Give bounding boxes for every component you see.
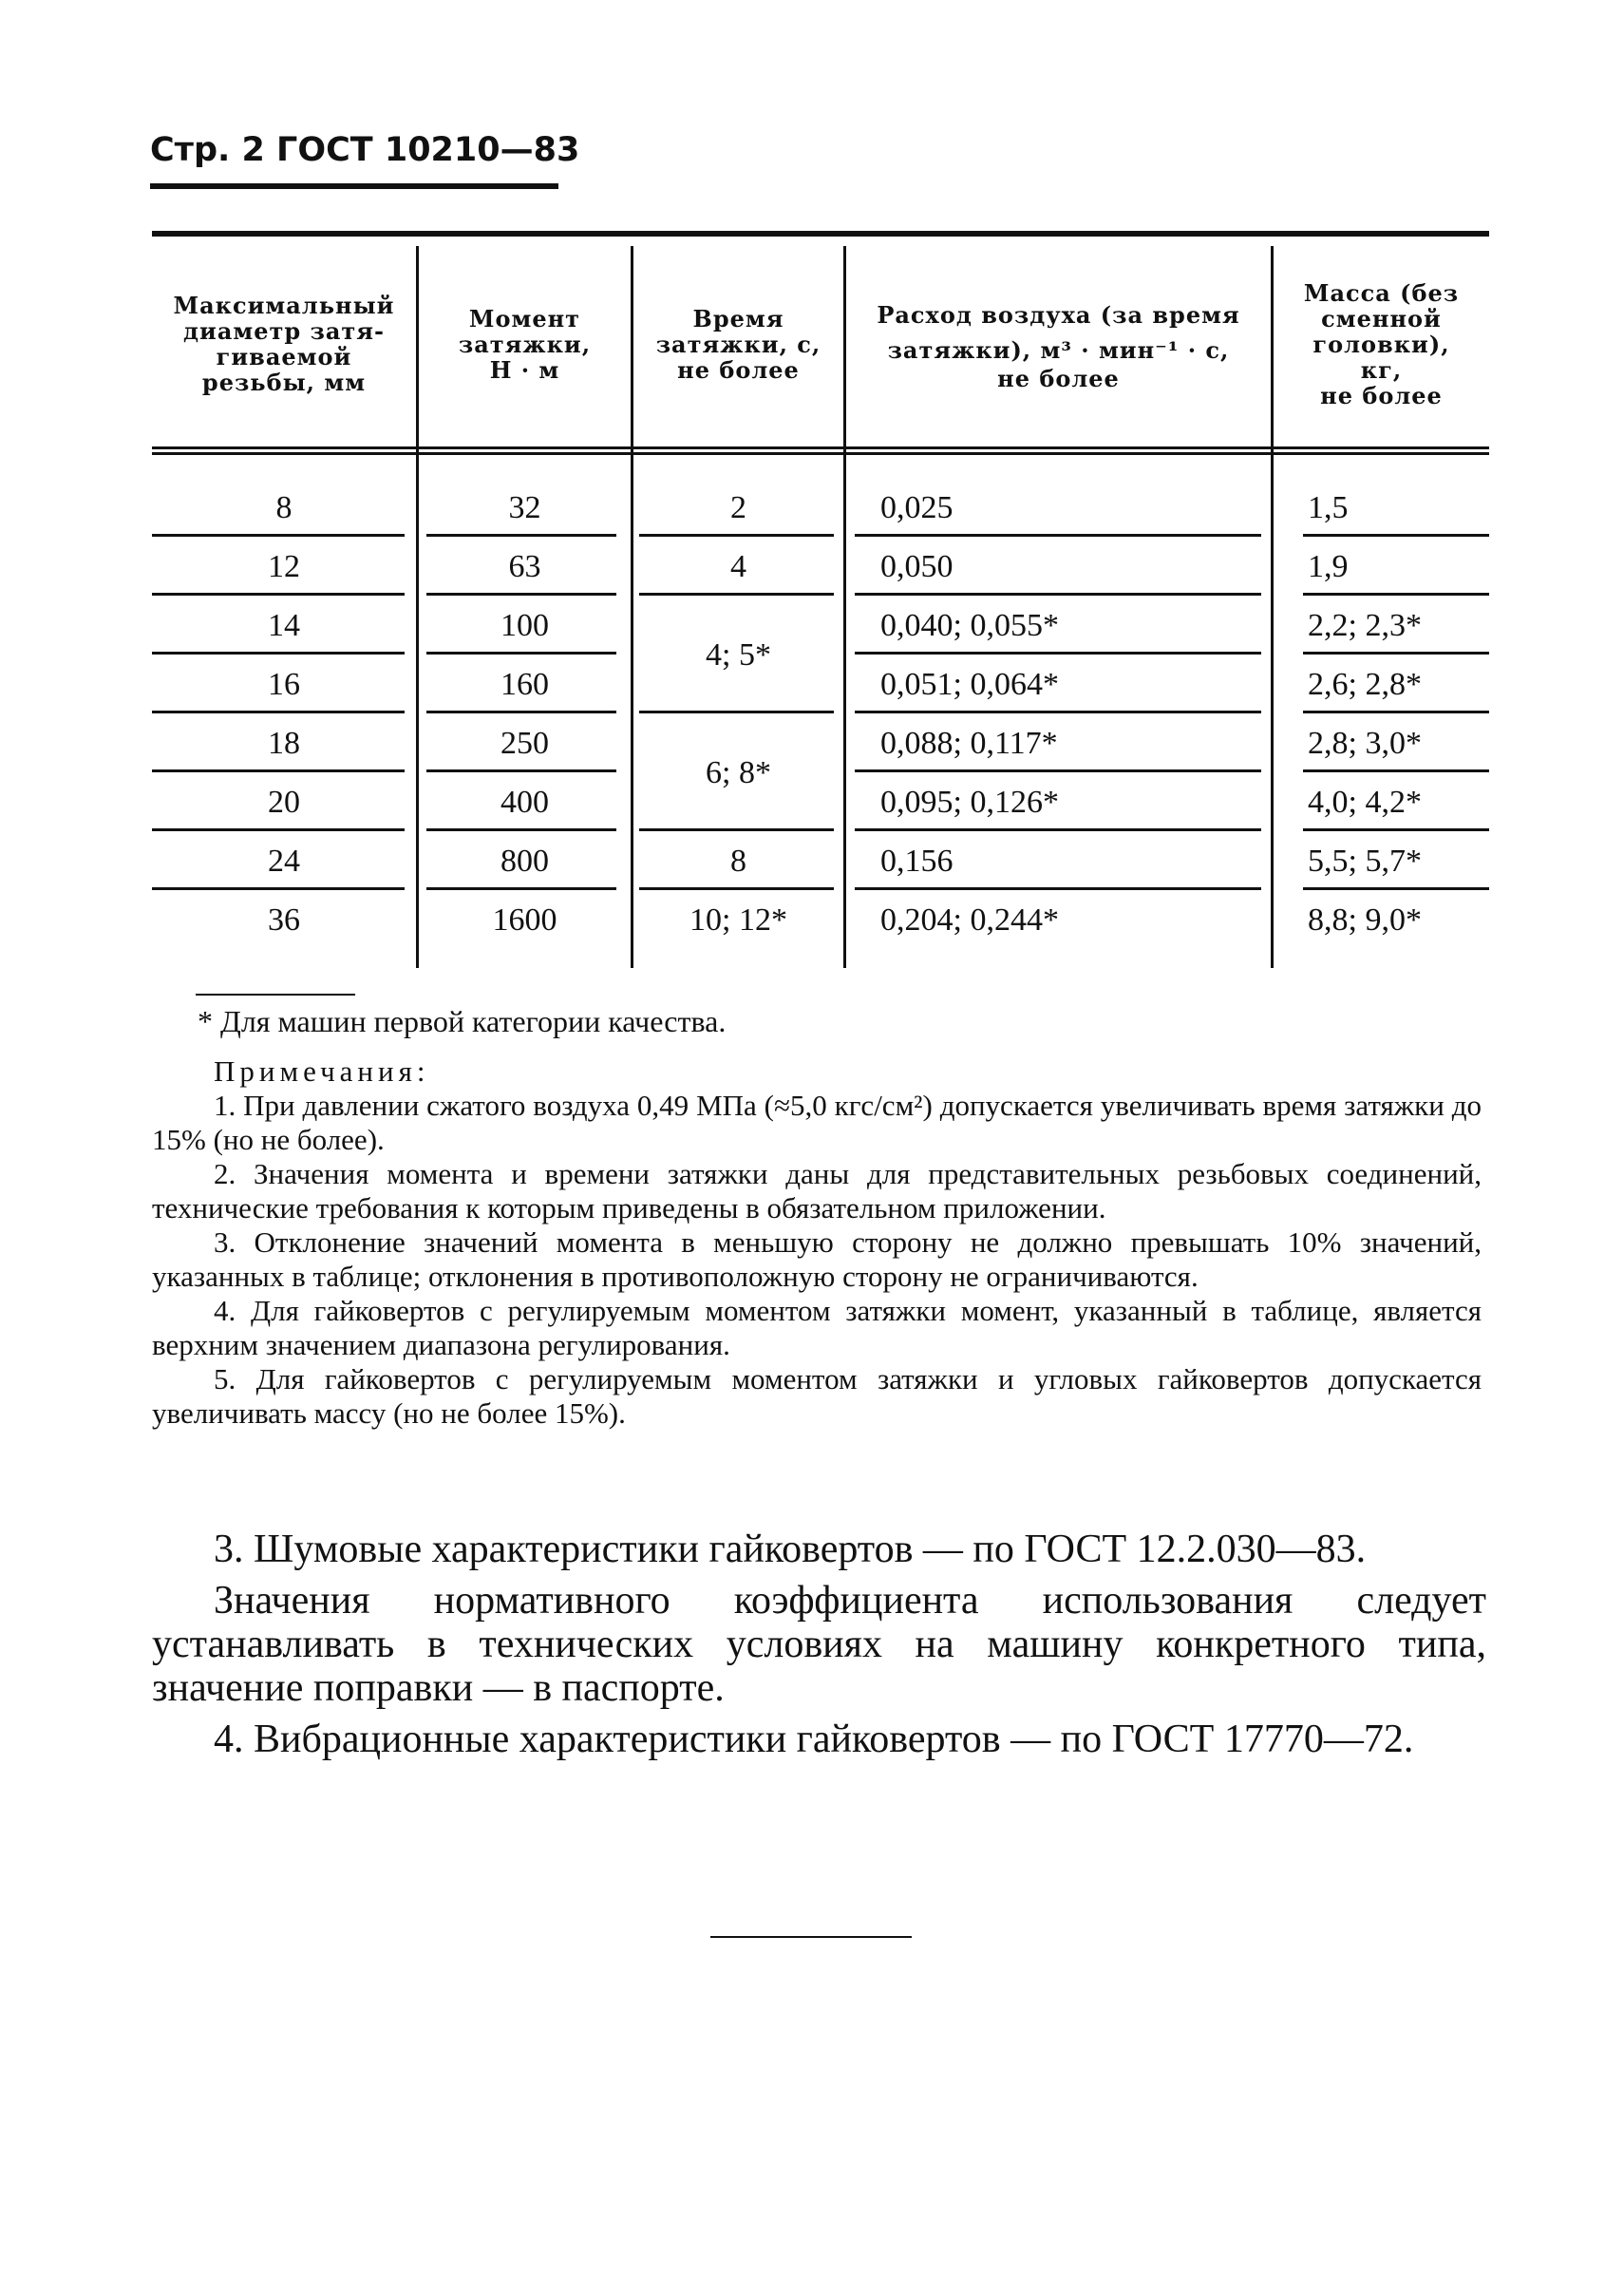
- table-cell-mass: 2,6; 2,8*: [1308, 667, 1422, 702]
- table-cell-time: [633, 774, 843, 831]
- row-rule: [639, 534, 834, 537]
- section-paragraph: 4. Вибрационные характеристики гайковертов — по ГОСТ 17770—72.: [214, 1718, 1414, 1761]
- table-cell-time: 2: [730, 490, 746, 525]
- table-cell-moment: 160: [500, 667, 549, 702]
- section-paragraph: Значения нормативного коэффициента использования следует устанавливать в технических условиях на машину конкретного типа, значение поправки — в паспорте.: [152, 1579, 1486, 1710]
- table-cell-moment: 400: [500, 785, 549, 820]
- table-cell-time: 10; 12*: [689, 902, 787, 938]
- row-rule: [152, 711, 405, 713]
- table-cell-moment: 100: [500, 608, 549, 643]
- row-rule: [855, 534, 1261, 537]
- row-rule: [152, 593, 405, 596]
- row-rule: [1303, 593, 1489, 596]
- table-cell-time: 4; 5*: [706, 637, 771, 673]
- page-header: Стр. 2 ГОСТ 10210—83: [150, 131, 580, 169]
- row-rule: [639, 828, 834, 831]
- table-cell-diameter: 16: [268, 667, 300, 702]
- table-cell-moment: 1600: [492, 902, 557, 938]
- table-cell-air: 0,025: [880, 490, 954, 525]
- row-rule: [152, 652, 405, 655]
- row-rule: [1303, 828, 1489, 831]
- row-rule: [426, 828, 616, 831]
- header-time: Время затяжки, с, не более: [655, 304, 821, 384]
- table-cell-mass: 5,5; 5,7*: [1308, 844, 1422, 879]
- row-rule: [1303, 711, 1489, 713]
- note-item: 4. Для гайковертов с регулируемым моментом затяжки момент, указанный в таблице, является верхним значением диапазона регулирования.: [152, 1294, 1482, 1361]
- table-cell-diameter: 12: [268, 549, 300, 584]
- row-rule: [855, 769, 1261, 772]
- row-rule: [855, 652, 1261, 655]
- header-bottom-rule-2: [152, 452, 1489, 455]
- row-rule: [152, 887, 405, 890]
- table-cell-air: 0,088; 0,117*: [880, 726, 1058, 761]
- table-cell-air: 0,051; 0,064*: [880, 667, 1059, 702]
- notes: [152, 1054, 1482, 1431]
- table-cell-mass: 2,2; 2,3*: [1308, 608, 1422, 643]
- table-cell-time: 8: [730, 844, 746, 879]
- row-rule: [426, 593, 616, 596]
- header-bottom-rule: [152, 446, 1489, 449]
- row-rule: [639, 593, 834, 596]
- header-diameter: Максимальный диаметр затя- гиваемой резьбы, мм: [173, 292, 395, 396]
- header-moment: Момент затяжки, Н · м: [458, 304, 592, 384]
- row-rule: [855, 711, 1261, 713]
- row-rule: [426, 769, 616, 772]
- row-rule: [639, 887, 834, 890]
- table-cell-moment: 250: [500, 726, 549, 761]
- sections: [152, 1528, 1486, 1769]
- table-cell-time: [633, 656, 843, 713]
- table-cell-air: 0,204; 0,244*: [880, 902, 1059, 938]
- header-air: Расход воздуха (за время затяжки), м³ · мин⁻¹ · с, не более: [877, 301, 1240, 392]
- note-item: 2. Значения момента и времени затяжки даны для представительных резьбовых соединений, технические требования к которым приведены в обязательном приложении.: [152, 1157, 1482, 1224]
- table-cell-moment: 32: [508, 490, 541, 525]
- row-rule: [426, 652, 616, 655]
- table-cell-diameter: 36: [268, 902, 300, 938]
- table-cell-air: 0,156: [880, 844, 954, 879]
- row-rule: [426, 711, 616, 713]
- table-cell-mass: 1,9: [1308, 549, 1349, 584]
- table-cell-mass: 4,0; 4,2*: [1308, 785, 1422, 820]
- table-cell-time: 4: [730, 549, 746, 584]
- table-cell-diameter: 24: [268, 844, 300, 879]
- note-item: 5. Для гайковертов с регулируемым моментом затяжки и угловых гайковертов допускается увеличивать массу (но не более 15%).: [152, 1362, 1482, 1430]
- notes-title: Примечания:: [214, 1054, 430, 1088]
- note-item: 1. При давлении сжатого воздуха 0,49 МПа (≈5,0 кгс/см²) допускается увеличивать время затяжки до 15% (но не более).: [152, 1089, 1482, 1156]
- row-rule: [152, 769, 405, 772]
- row-rule: [1303, 887, 1489, 890]
- row-rule: [855, 887, 1261, 890]
- specs-table: [152, 231, 1489, 972]
- table-cell-time: 6; 8*: [706, 755, 771, 790]
- table-cell-diameter: 14: [268, 608, 300, 643]
- row-rule: [855, 828, 1261, 831]
- table-cell-mass: 1,5: [1308, 490, 1349, 525]
- row-rule: [426, 534, 616, 537]
- note-item: 3. Отклонение значений момента в меньшую сторону не должно превышать 10% значений, указанных в таблице; отклонения в противоположную сторону не ограничиваются.: [152, 1225, 1482, 1293]
- row-rule: [1303, 534, 1489, 537]
- section-paragraph: 3. Шумовые характеристики гайковертов — по ГОСТ 12.2.030—83.: [214, 1528, 1367, 1571]
- table-top-rule: [152, 231, 1489, 237]
- header-mass: Масса (без сменной головки), кг, не более: [1303, 278, 1460, 409]
- table-cell-mass: 8,8; 9,0*: [1308, 902, 1422, 938]
- table-cell-moment: 63: [508, 549, 541, 584]
- row-rule: [152, 828, 405, 831]
- end-rule: [710, 1936, 912, 1938]
- table-cell-moment: 800: [500, 844, 549, 879]
- table-cell-mass: 2,8; 3,0*: [1308, 726, 1422, 761]
- footnote-rule: [196, 994, 355, 996]
- header-rule: [150, 183, 558, 189]
- row-rule: [855, 593, 1261, 596]
- row-rule: [639, 711, 834, 713]
- row-rule: [1303, 652, 1489, 655]
- row-rule: [152, 534, 405, 537]
- table-cell-air: 0,095; 0,126*: [880, 785, 1059, 820]
- row-rule: [426, 887, 616, 890]
- footnote: * Для машин первой категории качества.: [198, 1004, 727, 1038]
- table-cell-diameter: 8: [275, 490, 293, 525]
- table-cell-diameter: 18: [268, 726, 300, 761]
- row-rule: [1303, 769, 1489, 772]
- table-cell-air: 0,050: [880, 549, 954, 584]
- table-cell-air: 0,040; 0,055*: [880, 608, 1059, 643]
- table-cell-diameter: 20: [268, 785, 300, 820]
